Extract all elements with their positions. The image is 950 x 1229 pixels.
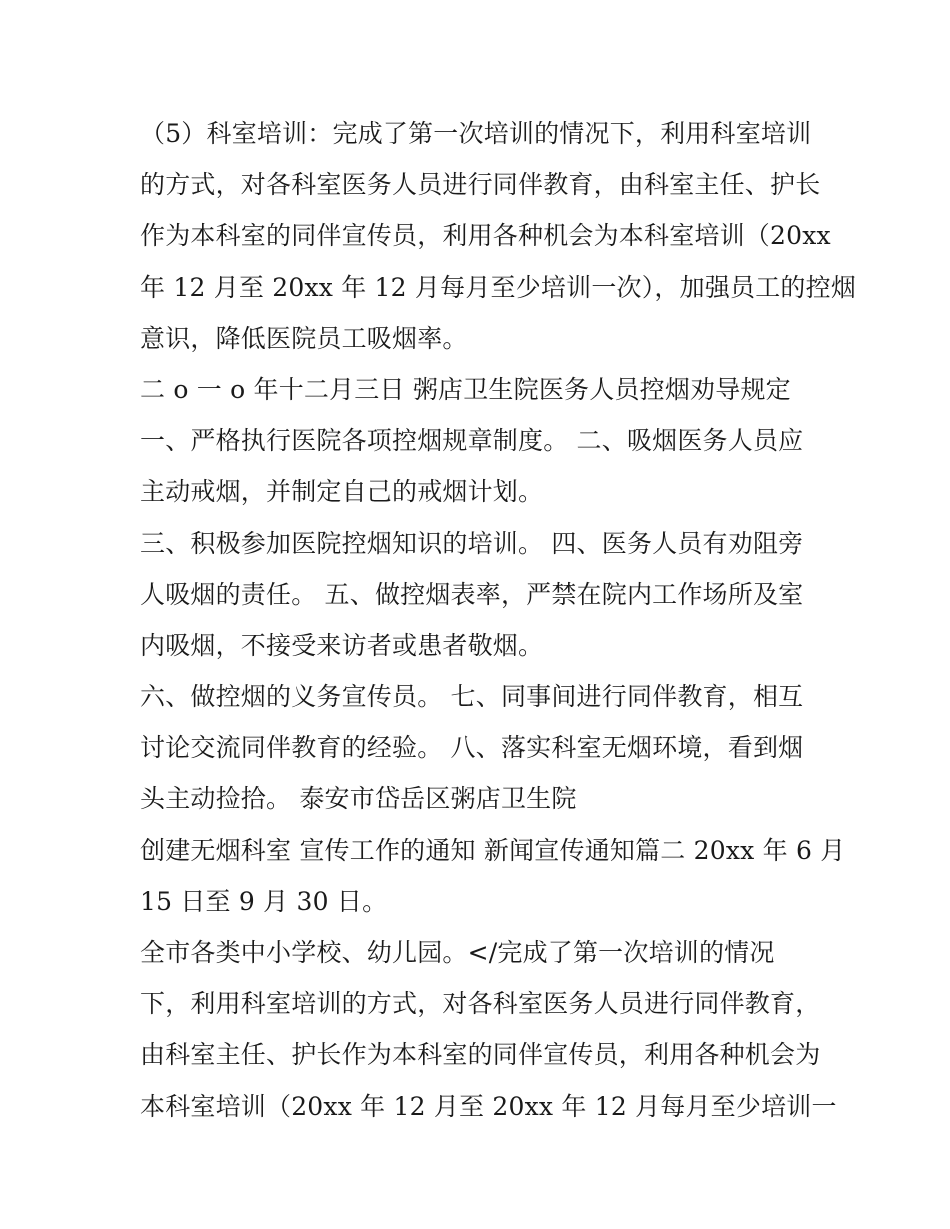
text-line: 意识，降低医院员工吸烟率。	[140, 323, 468, 353]
text-line: 头主动捡拾。 泰安市岱岳区粥店卫生院	[140, 784, 577, 814]
text-line: 讨论交流同伴教育的经验。 八、落实科室无烟环境，看到烟	[140, 733, 804, 763]
document-body	[140, 108, 857, 1132]
text-line: 六、做控烟的义务宣传员。 七、同事间进行同伴教育，相互	[140, 682, 804, 712]
text-line: 创建无烟科室 宣传工作的通知 新闻宣传通知篇二 20xx 年 6 月	[140, 835, 846, 865]
text-line: 由科室主任、护长作为本科室的同伴宣传员，利用各种机会为	[140, 1040, 821, 1070]
text-line: 主动戒烟，并制定自己的戒烟计划。	[140, 477, 544, 507]
text-line: 下，利用科室培训的方式，对各科室医务人员进行同伴教育，	[140, 989, 821, 1019]
text-line: 本科室培训（20xx 年 12 月至 20xx 年 12 月每月至少培训一	[140, 1091, 837, 1121]
text-line: 年 12 月至 20xx 年 12 月每月至少培训一次），加强员工的控烟	[140, 272, 857, 302]
text-line: 作为本科室的同伴宣传员，利用各种机会为本科室培训（20xx	[140, 221, 831, 251]
text-line: （5）科室培训：完成了第一次培训的情况下，利用科室培训	[140, 119, 812, 148]
text-line: 的方式，对各科室医务人员进行同伴教育，由科室主任、护长	[140, 170, 821, 200]
text-line: 全市各类中小学校、幼儿园。</完成了第一次培训的情况	[140, 938, 775, 967]
text-line: 15 日至 9 月 30 日。	[140, 886, 388, 916]
text-line: 人吸烟的责任。 五、做控烟表率，严禁在院内工作场所及室	[140, 579, 804, 609]
text-line: 二 o 一 o 年十二月三日 粥店卫生院医务人员控烟劝导规定	[140, 374, 791, 404]
text-line: 三、积极参加医院控烟知识的培训。 四、医务人员有劝阻旁	[140, 528, 804, 558]
text-line: 内吸烟，不接受来访者或患者敬烟。	[140, 630, 544, 660]
text-line: 一、严格执行医院各项控烟规章制度。 二、吸烟医务人员应	[140, 426, 804, 456]
